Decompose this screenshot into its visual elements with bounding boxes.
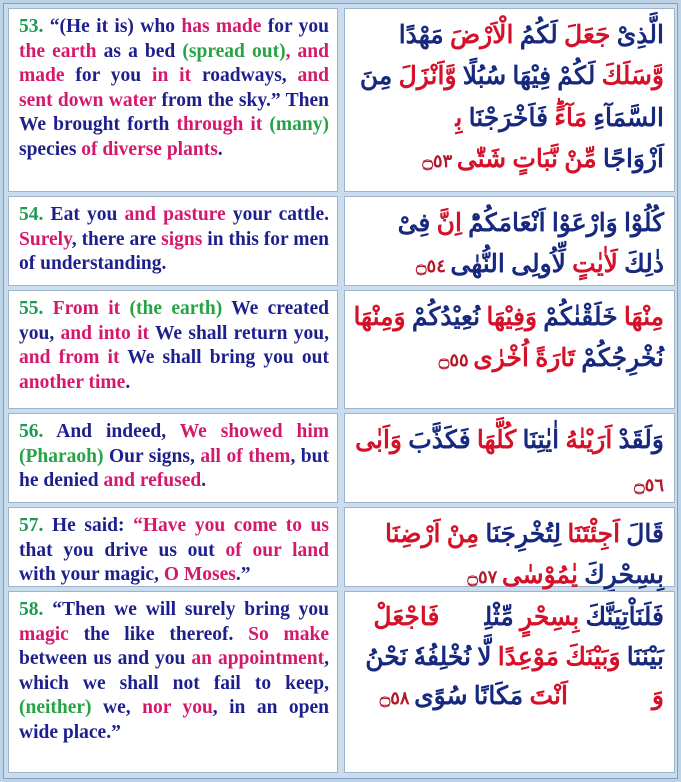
arabic-text-segment: الَّذِىْ (610, 22, 664, 49)
english-text-segment: with your magic, (19, 564, 164, 586)
arabic-cell (344, 413, 675, 503)
english-text-segment: water (103, 89, 162, 111)
verse-end-marker: ۝٥٨ (379, 688, 415, 708)
english-text-segment: We shall bring you out (119, 347, 329, 369)
english-text-segment: from the sky.” Then We brought forth (19, 89, 329, 136)
english-text-segment: has made (181, 16, 262, 37)
verse-row-58 (8, 591, 675, 773)
verse-number: 53. (19, 16, 44, 37)
english-text-segment: .” (235, 564, 251, 586)
arabic-text-segment: مَكَانًا سُوًى (414, 683, 524, 710)
english-text-segment: (many) (262, 114, 330, 136)
english-text-segment: and from it (19, 347, 120, 369)
english-text-segment: as a bed (96, 40, 183, 62)
english-text-segment: (neither) (19, 697, 92, 719)
verse-row-57 (8, 507, 675, 590)
arabic-text-segment: خَلَقْنٰكُمْ (537, 304, 618, 331)
arabic-text-segment: وَمِنْهَا (353, 304, 406, 331)
english-text-segment: the like thereof. (68, 623, 249, 645)
english-text-segment: for you (64, 65, 153, 87)
english-text-segment: and sent down (19, 65, 329, 111)
arabic-text-segment: الْاَرْضَ (449, 22, 514, 49)
arabic-text-segment: ؕ فَاَخْرَجْنَا (468, 104, 555, 132)
english-text-segment: signs (161, 228, 203, 250)
arabic-text-segment: مِّنْ نَّبَاتٍ شَتّٰى (456, 145, 597, 173)
english-text-segment: between us and you (19, 648, 192, 670)
arabic-cell (344, 591, 675, 773)
verse-end-marker: ۝٥٤ (416, 256, 451, 277)
english-text-segment: all of them (200, 445, 291, 467)
arabic-text-segment: بَيْنَنَا (620, 643, 664, 671)
english-text-segment: Our signs, (103, 445, 201, 467)
arabic-text-segment: بِهٖۤ (397, 104, 469, 132)
english-text-segment: we, (91, 697, 143, 719)
arabic-text-segment: وَّسَلَكَ (595, 63, 664, 91)
arabic-text-segment: مِنْ اَرْضِنَا (385, 521, 486, 548)
english-text-segment: species (19, 138, 82, 160)
arabic-text-segment: نُعِيْدُكُمْ (405, 304, 487, 331)
arabic-text-segment: فِىْ (397, 210, 431, 237)
arabic-cell (344, 8, 675, 192)
english-text-segment: . (217, 138, 223, 160)
arabic-text-segment: لَكُمْ فِيْهَا سُبُلًا (462, 63, 596, 91)
english-cell (8, 591, 338, 773)
english-text-segment: in this for men of understanding. (19, 228, 329, 275)
english-text-segment: From it (43, 298, 130, 319)
arabic-text-segment: مَآءً (554, 104, 588, 132)
arabic-text-segment: وَاَبٰى (355, 427, 402, 454)
english-text-segment: O Moses (163, 564, 236, 586)
arabic-text-segment: تَارَةً اُخْرٰى (473, 345, 575, 373)
arabic-text-segment: مِّثْلِهٖ (445, 604, 514, 631)
english-text-segment: . (125, 371, 131, 393)
english-text-segment: We showed him (179, 421, 329, 442)
arabic-text-segment: يٰمُوْسٰى (501, 562, 578, 590)
arabic-cell (344, 507, 675, 590)
english-text-segment: that you drive us out (19, 539, 226, 561)
verse-number: 57. (19, 515, 44, 536)
english-text-segment: . (201, 470, 207, 492)
english-text-segment: We created you, (19, 298, 329, 344)
english-text-segment: , but he denied (19, 445, 329, 492)
english-text-segment: (Pharaoh) (19, 445, 104, 467)
verse-end-marker: ۝٥٥ (438, 350, 474, 371)
arabic-text-segment: لِتُخْرِجَنَا (485, 521, 562, 548)
english-cell (8, 290, 338, 409)
arabic-text-segment: فَكَذَّبَ (401, 427, 477, 454)
english-cell (8, 507, 338, 587)
arabic-cell (344, 290, 675, 409)
arabic-text-segment: قَالَ (620, 521, 664, 548)
english-text-segment: and into it (60, 322, 150, 344)
arabic-text-segment: لِّاُولِى النُّهٰى (450, 251, 566, 279)
english-text-segment: “Have you come to us (133, 515, 329, 536)
verse-number: 58. (19, 599, 44, 620)
verse-end-marker: ۝٥٣ (422, 150, 457, 171)
english-text-segment: , and made (19, 40, 329, 87)
arabic-text-segment: فَاجْعَلْ (373, 604, 446, 631)
arabic-text-segment: كُلَّهَا (476, 427, 517, 454)
arabic-text-segment: اَرَيْنٰهُ (559, 427, 613, 454)
arabic-text-segment: كُلُوْا وَارْعَوْا اَنْعَامَكُمْؕ (461, 210, 664, 237)
arabic-text-segment: فَلَنَاْتِيَنَّكَ (579, 604, 664, 631)
english-text-segment: and refused (103, 470, 202, 492)
english-text-segment: and pasture (124, 204, 226, 225)
english-text-segment: Surely (19, 228, 72, 250)
arabic-text-segment: اَجِئْتَنَا (561, 521, 621, 548)
english-text-segment: in it (152, 65, 192, 87)
verse-table (3, 3, 678, 779)
arabic-text-segment: وَلَقَدْ (612, 427, 664, 454)
verse-row-55 (8, 290, 675, 409)
verse-end-marker: ۝٥٦ (634, 475, 664, 496)
arabic-text-segment: ذٰلِكَ (617, 251, 664, 279)
arabic-text-segment: اِنَّ (430, 210, 462, 237)
english-text-segment: Eat you (43, 204, 125, 225)
arabic-text-segment: بِسِحْرِكَ (577, 562, 664, 590)
arabic-text-segment: لَكُمُ (513, 22, 558, 49)
english-text-segment: And indeed, (43, 421, 180, 442)
english-text-segment: for you (261, 16, 329, 37)
english-text-segment: through it (176, 114, 263, 136)
english-cell (8, 413, 338, 503)
english-text-segment: (spread out) (182, 40, 286, 62)
english-text-segment: We shall return you, (149, 322, 330, 344)
english-text-segment: , in an open wide place.” (19, 697, 329, 743)
verse-row-56 (8, 413, 675, 503)
arabic-text-segment: جَعَلَ (557, 22, 611, 49)
english-text-segment: , there are (71, 228, 162, 250)
english-text-segment: nor you (142, 697, 213, 719)
english-text-segment: (the earth) (129, 298, 223, 319)
english-text-segment: of our land (225, 539, 329, 561)
english-text-segment: “Then we will surely bring you (43, 599, 329, 620)
arabic-cell (344, 196, 675, 286)
english-text-segment: magic (19, 623, 69, 645)
arabic-text-segment: اٰيٰتِنَا (516, 427, 560, 454)
arabic-text-segment: مَهْدًا (398, 22, 450, 49)
english-text-segment: an appointment (191, 648, 325, 670)
english-text-segment: roadways, (191, 65, 298, 87)
verse-row-53 (8, 8, 675, 192)
arabic-text-segment: مِنَ السَّمَآءِ (359, 63, 664, 132)
verse-number: 55. (19, 298, 44, 319)
verse-end-marker: ۝٥٧ (467, 567, 502, 588)
arabic-text-segment: نُخْرِجُكُمْ (574, 345, 664, 373)
english-text-segment: another time (19, 371, 126, 393)
english-cell (8, 196, 338, 286)
arabic-text-segment: لَاٰيٰتٍ (565, 251, 618, 279)
arabic-text-segment: وَبَيْنَكَ (565, 643, 621, 671)
arabic-text-segment: وَّاَنْزَلَ (392, 63, 463, 91)
arabic-text-segment: لَّا نُخْلِفُهٗ نَحْنُ (365, 643, 492, 671)
english-text-segment: who (140, 16, 182, 37)
english-text-segment: of diverse plants (81, 138, 218, 160)
arabic-text-segment: اَزْوَاجًا (596, 145, 664, 173)
verse-number: 54. (19, 204, 44, 225)
english-text-segment: the earth (19, 40, 97, 62)
arabic-text-segment: بِسِحْرٍ (513, 604, 580, 631)
arabic-text-segment: وَفِيْهَا (486, 304, 538, 331)
arabic-text-segment: مِنْهَا (617, 304, 664, 331)
arabic-text-segment: وَلَاۤ اَنْتَ (523, 683, 664, 710)
english-text-segment: He said: (43, 515, 134, 536)
english-cell (8, 8, 338, 192)
english-text-segment: your cattle. (225, 204, 329, 225)
verse-row-54 (8, 196, 675, 286)
english-text-segment: “(He it is) (43, 16, 141, 37)
english-text-segment: So make (248, 623, 329, 645)
arabic-text-segment: مَوْعِدًا (491, 643, 566, 671)
english-text-segment: , which we shall not fail to keep, (19, 648, 330, 694)
verse-number: 56. (19, 421, 44, 442)
